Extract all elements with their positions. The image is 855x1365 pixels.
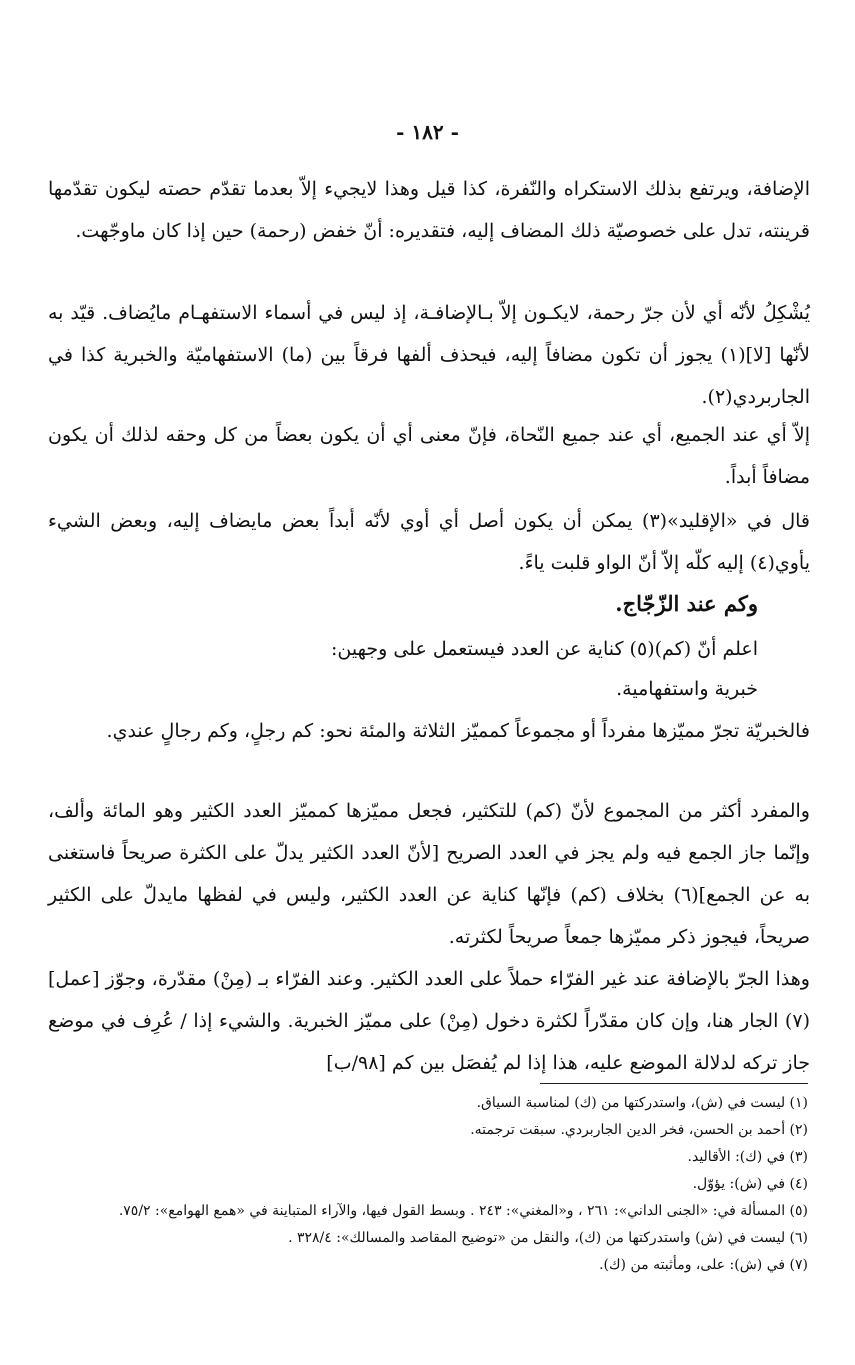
page-number: - ١٨٢ - (396, 120, 459, 144)
footnotes-list (40, 1090, 808, 1279)
paragraph-types: خبرية واستفهامية. (616, 678, 758, 700)
paragraph-yushkil: يُشْكِلُ لأنّه أي لأن جرّ رحمة، لايكـون إلاّ بـالإضافـة، إذ ليس في أسماء الاستفهـام مايُضاف. قيّد به لأنّها [لا](١) يجوز أن تكون مضافاً إليه، فيحذف ألفها فرقاً بين (ما) الاستفهاميّة والخبرية كذا في الجاربردي(٢). (48, 302, 810, 408)
footnote-2: (٢) أحمد بن الحسن، فخر الدين الجاربردي. سبقت ترجمته. (470, 1122, 808, 1138)
footnote-7: (٧) في (ش): على، ومأثبته من (ك). (599, 1257, 808, 1273)
paragraph-idafa: الإضافة، ويرتفع بذلك الاستكراه والنّفرة، كذا قيل وهذا لايجيء إلاّ بعدما تقدّم حصته ليكون تقدّمها قرينته، تدل على خصوصيّة ذلك المضاف إليه، فتقديره: أنّ خفض (رحمة) حين إذا كان ماوجّهت. (48, 178, 810, 242)
paragraph-khabariyya: فالخبريّة تجرّ مميّزها مفرداً أو مجموعاً كمميّز الثلاثة والمئة نحو: كم رجلٍ، وكم رجالٍ عندي. (106, 720, 810, 742)
paragraph-mufrad: والمفرد أكثر من المجموع لأنّ (كم) للتكثير، فجعل مميّزها كمميّز العدد الكثير وهو المائة وألف، وإنّما جاز الجمع فيه ولم يجز في العدد الصريح [لأنّ العدد الكثير يدلّ على الكثرة صريحاً فاستغنى به عن الجمع](٦) بخلاف (كم) فإنّها كناية عن العدد الكثير، وليس في لفظها مايدلّ على الكثير صريحاً، فيجوز ذكر مميّزها جمعاً صريحاً لكثرته. (48, 800, 810, 948)
paragraph-iqlid: قال في «الإقليد»(٣) يمكن أن يكون أصل أي أوي لأنّه أبداً بعض مايضاف إليه، وبعض الشيء يأوي(٤) إليه كلّه إلاّ أنّ الواو قلبت ياءً. (48, 510, 811, 574)
footnote-4: (٤) في (ش): يؤوّل. (692, 1176, 808, 1192)
footnote-5: (٥) المسألة في: «الجنى الداني»: ٢٦١ ، و«المغني»: ٢٤٣ . وبسط القول فيها، والآراء المتباينة في «همع الهوامع»: ٧٥/٢. (118, 1203, 808, 1219)
paragraph-illa-ayy: إلاّ أي عند الجميع، أي عند جميع النّحاة، فإنّ معنى أي أن يكون بعضاً من كل وحقه لذلك أن يكون مضافاً أبداً. (48, 424, 810, 488)
section-heading: وكم عند الزّجّاج. (615, 591, 758, 616)
paragraph-intro: اعلم أنّ (كم)(٥) كناية عن العدد فيستعمل على وجهين: (331, 638, 758, 660)
paragraph-jarr: وهذا الجرّ بالإضافة عند غير الفرّاء حملاً على العدد الكثير. وعند الفرّاء بـ (مِنْ) مقدّرة، وجوّز [عمل](٧) الجار هنا، وإن كان مقدّراً لكثرة دخول (مِنْ) على مميّز الخبرية. والشيء إذا / عُرِف في موضع جاز تركه لدلالة الموضع عليه، هذا إذا لم يُفصَل بين كم [٩٨/ب] (48, 968, 810, 1074)
footnote-6: (٦) ليست في (ش) واستدركتها من (ك)، والنقل من «توضيح المقاصد والمسالك»: ٣٢٨/٤ . (288, 1230, 808, 1246)
footnote-3: (٣) في (ك): الأقاليد. (687, 1149, 808, 1165)
footnote-divider (540, 1083, 808, 1084)
footnote-1: (١) ليست في (ش)، واستدركتها من (ك) لمناسبة السياق. (476, 1095, 808, 1111)
